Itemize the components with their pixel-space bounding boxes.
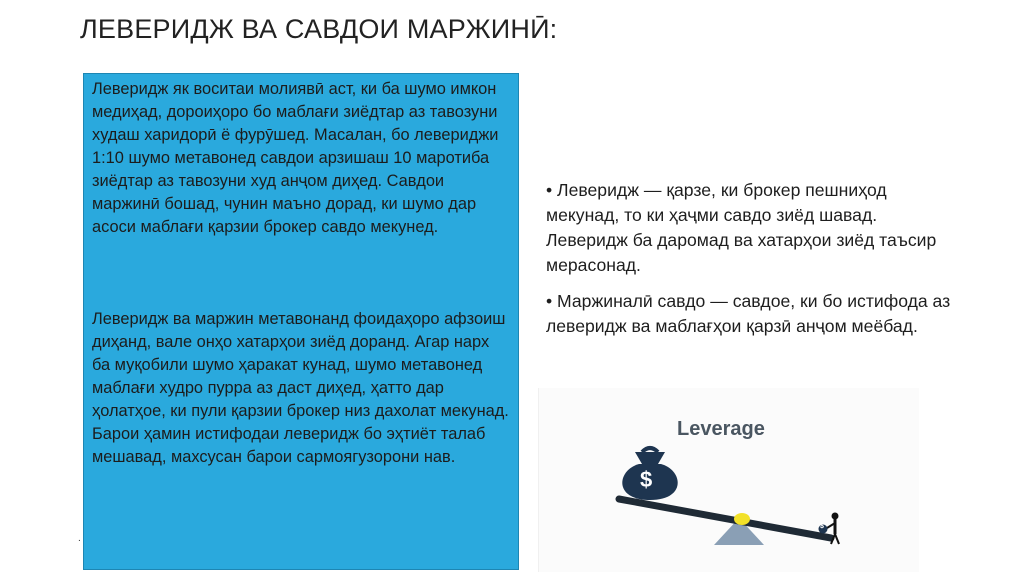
bag-dollar-sign: $: [640, 467, 653, 492]
leverage-illustration: [538, 388, 919, 572]
plank-icon: [619, 499, 831, 538]
slide-title: ЛЕВЕРИДЖ ВА САВДОИ МАРЖИНӢ:: [80, 14, 558, 44]
small-bag-dollar-sign: $: [820, 523, 824, 530]
definition-box: [83, 73, 519, 570]
definition-paragraph-1: Леверидж як воситаи молиявӣ аст, ки ба шумо имкон медиҳад, дороиҳоро бо маблағи зиёдтар аз тавозуни худаш харидорӣ ё фурӯшед. Масалан, бо левериджи 1:10 шумо метавонед савдои арзишаш 10 маротиба зиёдтар аз тавозуни худ анҷом диҳед. Савдои маржинӣ бошад, чунин маъно дорад, ки шумо дар асоси маблағи қарзии брокер савдо мекунед.: [92, 80, 499, 236]
seesaw-icon: [539, 388, 919, 572]
bullet-item-margin: • Маржиналӣ савдо — савдое, ки бо истифода аз леверидж ва маблағҳои қарзӣ анҷом меёбад.: [546, 291, 951, 336]
bullet-item-leverage: • Леверидж — қарзе, ки брокер пешниҳод мекунад, то ки ҳаҷми савдо зиёд шавад. Леверидж ба даромад ва хатарҳои зиёд таъсир мерасонад.: [546, 180, 937, 275]
bullet-list: [546, 178, 956, 350]
coin-icon: [734, 513, 750, 525]
definition-paragraph-2: Леверидж ва маржин метавонанд фоидаҳоро афзоиш диҳанд, вале онҳо хатарҳои зиёд доранд. Агар нарх ба муқобили шумо ҳаракат кунад, шумо метавонед маблағи худро пурра аз даст диҳед, ҳатто дар ҳолатҳое, ки пули қарзии брокер низ дахолат мекунад. Барои ҳамин истифодаи леверидж бо эҳтиёт талаб мешавад, махсусан барои сармоягузорони нав.: [92, 310, 509, 466]
stray-mark: .: [78, 533, 81, 544]
illustration-title: Leverage: [677, 418, 765, 440]
